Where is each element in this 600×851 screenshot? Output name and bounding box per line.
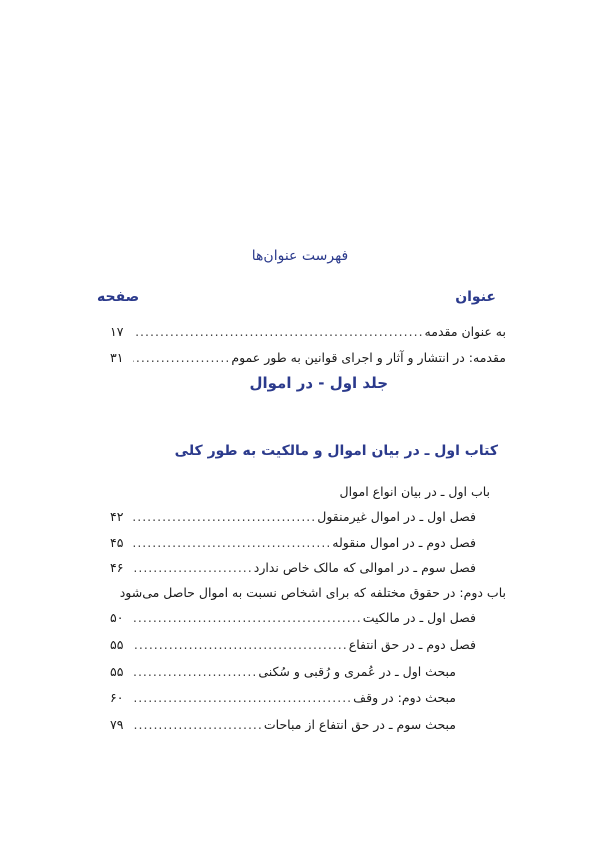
leader-dots	[133, 324, 424, 339]
toc-entry-page: ۶۰	[110, 690, 124, 705]
toc-entry-text: فصل اول ـ در اموال غیرمنقول	[317, 509, 476, 524]
toc-entry-text: مبحث سوم ـ در حق انتفاع از مباحات	[263, 717, 456, 732]
leader-dots	[133, 664, 257, 679]
leader-dots	[133, 535, 331, 550]
toc-entry-text: فصل اول ـ در مالکیت	[362, 610, 476, 625]
toc-entry[interactable]	[110, 610, 476, 630]
toc-entry-page: ۳۱	[110, 350, 124, 365]
toc-entry[interactable]	[110, 664, 456, 684]
toc-entry-page: ۵۰	[110, 610, 124, 625]
chapter-heading[interactable]: باب دوم: در حقوق مختلفه که برای اشخاص نسبت به اموال حاصل می‌شود	[119, 585, 506, 600]
leader-dots	[133, 637, 348, 652]
chapter-heading[interactable]: باب اول ـ در بیان انواع اموال	[339, 484, 490, 499]
toc-entry[interactable]	[110, 509, 476, 529]
toc-entry-page: ۴۶	[110, 560, 124, 575]
leader-dots	[133, 560, 253, 575]
toc-entry-page: ۴۲	[110, 509, 124, 524]
column-header-page: صفحه	[97, 289, 140, 305]
toc-entry-page: ۷۹	[110, 717, 124, 732]
toc-entry-text: مبحث دوم: در وقف	[353, 690, 456, 705]
leader-dots	[133, 717, 263, 732]
toc-entry-page: ۵۵	[110, 664, 124, 679]
toc-entry-text: فصل دوم ـ در حق انتفاع	[348, 637, 476, 652]
toc-entry[interactable]	[110, 324, 506, 344]
volume-heading[interactable]: جلد اول - در اموال	[249, 374, 388, 392]
leader-dots	[133, 610, 362, 625]
toc-title: فهرست عنوان‌ها	[251, 248, 349, 264]
leader-dots	[133, 350, 230, 365]
toc-entry-page: ۴۵	[110, 535, 124, 550]
leader-dots	[133, 690, 352, 705]
leader-dots	[133, 509, 316, 524]
toc-entry-text: فصل دوم ـ در اموال منقوله	[332, 535, 476, 550]
toc-entry[interactable]	[110, 350, 506, 370]
toc-entry[interactable]	[110, 690, 456, 710]
toc-entry[interactable]	[110, 560, 476, 580]
toc-entry-text: مبحث اول ـ در عُمری و رُقبی و سُکنی	[258, 664, 456, 679]
toc-entry-page: ۵۵	[110, 637, 124, 652]
book-heading[interactable]: کتاب اول ـ در بیان اموال و مالکیت به طور کلی	[174, 443, 498, 459]
toc-entry-text: فصل سوم ـ در اموالی که مالک خاص ندارد	[253, 560, 476, 575]
column-header-title: عنوان	[455, 289, 496, 305]
toc-entry-text: مقدمه: در انتشار و آثار و اجرای قوانین به طور عموم	[231, 350, 506, 365]
toc-entry-text: به عنوان مقدمه	[424, 324, 506, 339]
toc-entry[interactable]	[110, 535, 476, 555]
toc-entry-page: ۱۷	[110, 324, 124, 339]
toc-entry[interactable]	[110, 637, 476, 657]
toc-entry[interactable]	[110, 717, 456, 737]
